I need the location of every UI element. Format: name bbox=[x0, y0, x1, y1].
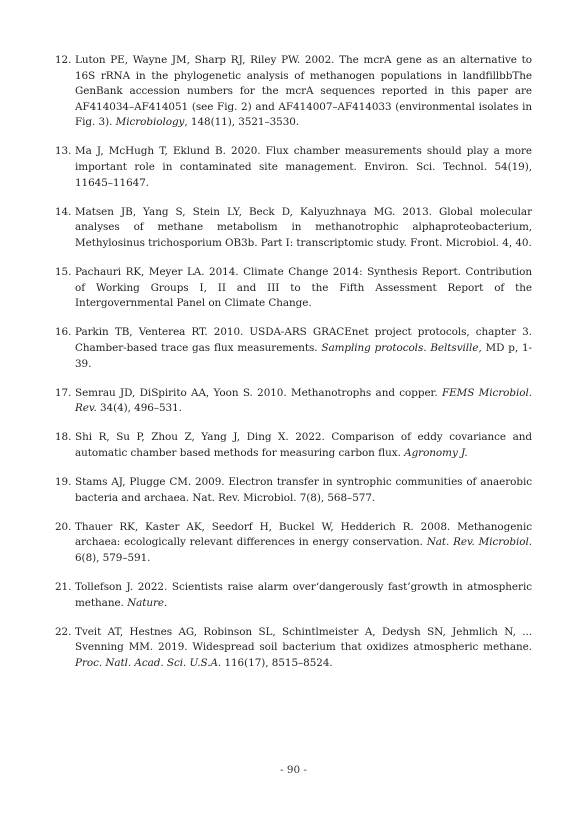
reference-item bbox=[55, 205, 532, 252]
reference-journal: Proc. Natl. Acad. Sci. U.S.A. bbox=[75, 656, 222, 669]
reference-text bbox=[75, 431, 532, 459]
reference-item bbox=[55, 520, 532, 567]
reference-segment: Luton PE, Wayne JM, Sharp RJ, Riley PW. 2002. The mcrA gene as an alternative to 16S rRNA in the phylogenetic analysis of methanogen populations in landfillbbThe GenBank accession numbers for the mcrA sequences reported in this paper are AF414034–AF414051 (see Fig. 2) and AF414007–AF414033 (environmental isolates in Fig. 3). bbox=[75, 54, 532, 129]
page-number: - 90 - bbox=[280, 764, 307, 776]
reference-segment: Tveit AT, Hestnes AG, Robinson SL, Schintlmeister A, Dedysh SN, Jehmlich N, ... Svenning MM. 2019. Widespread soil bacterium that oxidizes atmospheric methane. bbox=[75, 625, 532, 654]
reference-item bbox=[55, 265, 532, 312]
reference-item bbox=[55, 144, 532, 191]
reference-text bbox=[75, 626, 532, 669]
reference-text bbox=[75, 266, 532, 309]
reference-journal: Agronomy J. bbox=[404, 446, 468, 459]
reference-segment: , 148(11), 3521–3530. bbox=[184, 116, 300, 129]
reference-segment: Shi R, Su P, Zhou Z, Yang J, Ding X. 2022. Comparison of eddy covariance and automatic chamber based methods for measuring carbon flux. bbox=[75, 431, 532, 459]
reference-number: 16. bbox=[55, 326, 72, 339]
reference-item bbox=[55, 430, 532, 461]
reference-journal: Sampling protocols. Beltsville bbox=[321, 341, 479, 354]
reference-item bbox=[55, 580, 532, 611]
reference-number: 18. bbox=[55, 431, 72, 444]
reference-text bbox=[75, 387, 532, 415]
reference-text bbox=[75, 326, 532, 369]
reference-segment: Pachauri RK, Meyer LA. 2014. Climate Change 2014: Synthesis Report. Contribution of Working Groups I, II and III to the Fifth Assessment Report of the Intergovernmental Panel on Climate Change. bbox=[75, 266, 532, 310]
reference-item bbox=[55, 325, 532, 372]
reference-journal: Nature. bbox=[127, 596, 168, 609]
reference-segment: Semrau JD, DiSpirito AA, Yoon S. 2010. Methanotrophs and copper. bbox=[75, 386, 442, 399]
reference-segment: 6(8), 579–591. bbox=[75, 551, 151, 564]
reference-segment: Tollefson J. 2022. Scientists raise alarm over‘dangerously fast’growth in atmospheric methane. bbox=[75, 580, 532, 609]
reference-segment: 116(17), 8515–8524. bbox=[221, 656, 333, 669]
reference-number: 13. bbox=[55, 145, 72, 158]
reference-text bbox=[75, 476, 532, 504]
reference-journal: FEMS Microbiol. Rev. bbox=[75, 386, 532, 415]
reference-journal: Microbiology bbox=[115, 116, 185, 129]
reference-number: 22. bbox=[55, 625, 72, 638]
reference-number: 21. bbox=[55, 580, 72, 593]
reference-item bbox=[55, 53, 532, 131]
reference-segment: 34(4), 496–531. bbox=[96, 402, 182, 415]
reference-item bbox=[55, 625, 532, 672]
reference-item bbox=[55, 475, 532, 506]
reference-segment: Ma J, McHugh T, Eklund B. 2020. Flux chamber measurements should play a more important role in contaminated site management. Environ. Sci. Technol. 54(19), 11645–11647. bbox=[75, 145, 532, 189]
reference-number: 20. bbox=[55, 520, 72, 533]
reference-segment: Thauer RK, Kaster AK, Seedorf H, Buckel W, Hedderich R. 2008. Methanogenic archaea: ecologically relevant differences in energy conservation. bbox=[75, 520, 532, 549]
reference-text bbox=[75, 54, 532, 128]
reference-segment: Stams AJ, Plugge CM. 2009. Electron transfer in syntrophic communities of anaerobic bacteria and archaea. Nat. Rev. Microbiol. 7(8), 568–577. bbox=[75, 475, 532, 504]
reference-text bbox=[75, 145, 532, 188]
reference-number: 19. bbox=[55, 475, 72, 488]
reference-segment: , MD p, 1-39. bbox=[75, 341, 532, 370]
reference-list bbox=[55, 53, 532, 685]
reference-number: 17. bbox=[55, 386, 72, 399]
reference-segment: Parkin TB, Venterea RT. 2010. USDA-ARS GRACEnet project protocols, chapter 3. Chamber-based trace gas flux measurements. bbox=[75, 326, 532, 354]
reference-number: 12. bbox=[55, 54, 72, 66]
reference-text bbox=[75, 521, 532, 564]
reference-item bbox=[55, 386, 532, 417]
reference-text bbox=[75, 581, 532, 609]
reference-segment: Matsen JB, Yang S, Stein LY, Beck D, Kalyuzhnaya MG. 2013. Global molecular analyses of methane metabolism in methanotrophic alphaproteobacterium, Methylosinus trichosporium OB3b. Part I: transcriptomic study. Front. Microbiol. 4, 40. bbox=[75, 205, 532, 249]
reference-number: 14. bbox=[55, 205, 72, 218]
reference-number: 15. bbox=[55, 266, 72, 279]
reference-text bbox=[75, 206, 532, 249]
reference-journal: Nat. Rev. Microbiol. bbox=[426, 536, 532, 549]
